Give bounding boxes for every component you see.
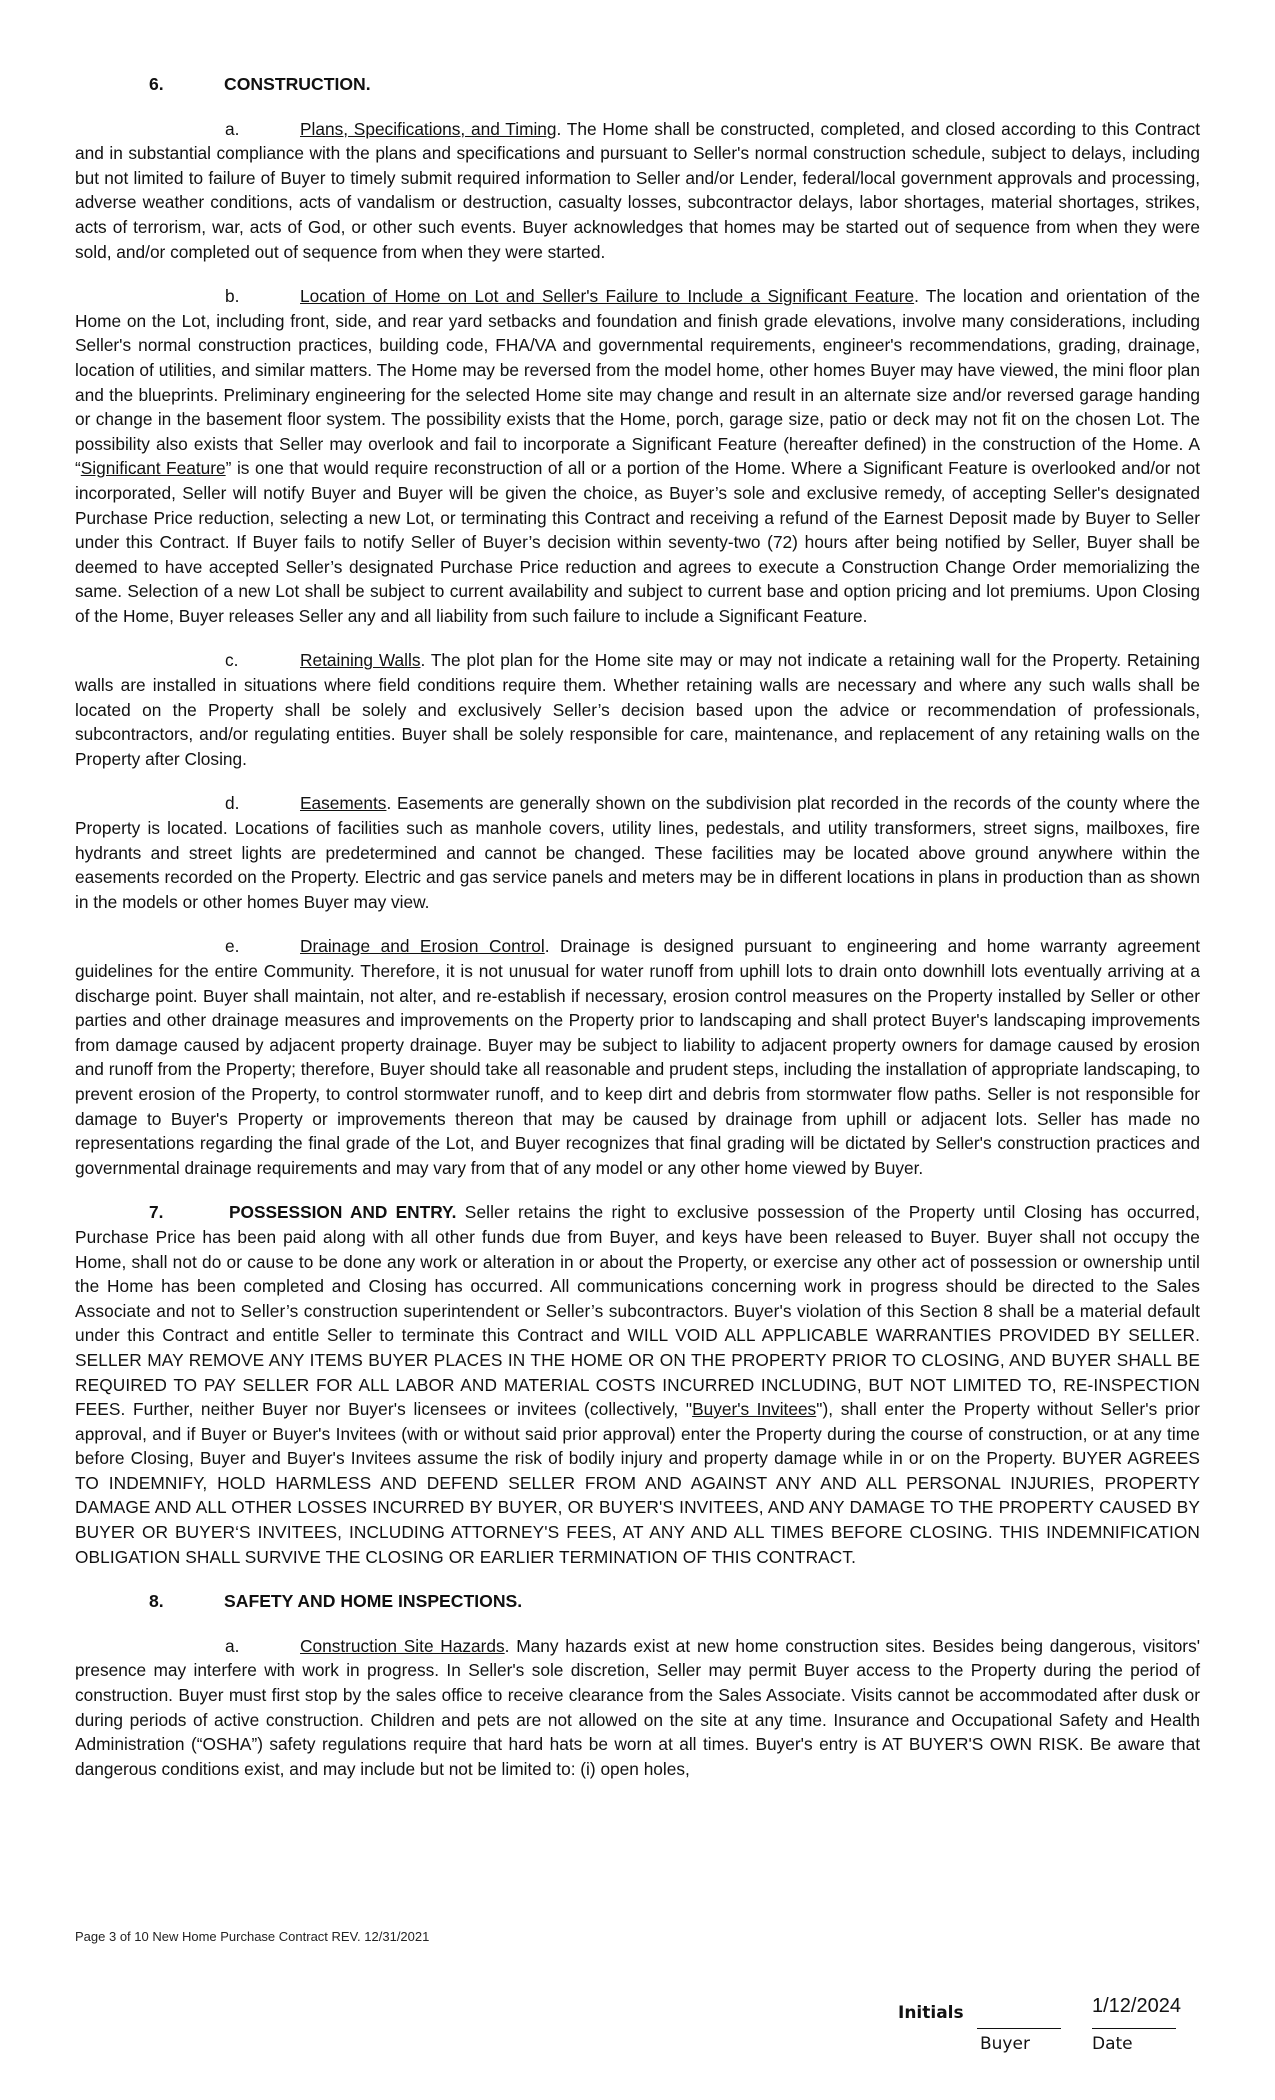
subsection-body-part-2: ” is one that would require reconstruction of all or a portion of the Home. Where a Significant Feature is overlooked and/or not incorporated, Seller will notify Buyer and Buyer will be given the choice, as Buyer’s sole and exclusive remedy, of accepting Seller's designated Purchase Price reduction, selecting a new Lot, or terminating this Contract and receiving a refund of the Earnest Deposit made by Buyer to Seller under this Contract. If Buyer fails to notify Seller of Buyer’s decision within seventy-two (72) hours after being notified by Seller, Buyer shall be deemed to have accepted Seller’s designated Purchase Price reduction and agrees to execute a Construction Change Order memorializing the same. Selection of a new Lot shall be subject to current availability and subject to current base and option pricing and lot premiums. Upon Closing of the Home, Buyer releases Seller any and all liability from such failure to include a Significant Feature.	[75, 458, 1201, 626]
section-title: POSSESSION AND ENTRY.	[229, 1202, 457, 1223]
section-6e-paragraph	[75, 934, 1200, 1180]
section-number: 6.	[149, 74, 164, 94]
subsection-body: . Many hazards exist at new home construction sites. Besides being dangerous, visitors' presence may interfere with work in progress. In Seller's sole discretion, Seller may permit Buyer access to the Property during the period of construction. Buyer must first stop by the sales office to receive clearance from the Sales Associate. Visits cannot be accommodated after dusk or during periods of active construction. Children and pets are not allowed on the site at any time. Insurance and Occupational Safety and Health Administration (“OSHA”) safety regulations require that hard hats be worn at all times. Buyer's entry is AT BUYER'S OWN RISK. Be aware that dangerous conditions exist, and may include but not be limited to: (i) open holes,	[75, 1635, 1201, 1779]
subsection-letter: c.	[225, 650, 239, 671]
section-8a-paragraph	[75, 1634, 1200, 1782]
section-number: 8.	[149, 1591, 164, 1612]
section-6b-paragraph	[75, 284, 1200, 628]
subsection-title: Easements	[300, 793, 387, 814]
subsection-title: Plans, Specifications, and Timing	[300, 118, 557, 139]
subsection-letter: a.	[225, 1635, 240, 1656]
date-underline	[1092, 2028, 1176, 2029]
section-8-heading	[75, 1589, 1200, 1614]
date-label: Date	[1092, 2034, 1133, 2054]
subsection-body: . Easements are generally shown on the subdivision plat recorded in the records of the county where the Property is located. Locations of facilities such as manhole covers, utility lines, pedestals, and utility transformers, street signs, mailboxes, fire hydrants and street lights are predetermined and cannot be changed. These facilities may be located above ground anywhere within the easements recorded on the Property. Electric and gas service panels and meters may be in different locations in plans in production than as shown in the models or other homes Buyer may view.	[75, 793, 1200, 912]
subsection-letter: a.	[225, 118, 240, 139]
defined-term: Significant Feature	[80, 458, 226, 479]
section-title: SAFETY AND HOME INSPECTIONS.	[224, 1591, 523, 1612]
contract-body	[75, 72, 1200, 1801]
initials-label: Initials	[898, 2003, 964, 2023]
subsection-title: Construction Site Hazards	[300, 1635, 505, 1656]
section-body-part-2: "), shall enter the Property without Seller's prior approval, and if Buyer or Buyer's Invitees (with or without said prior approval) enter the Property during the course of construction, or at any time before Closing, Buyer and Buyer's Invitees assume the risk of bodily injury and property damage while in or on the Property. BUYER AGREES TO INDEMNIFY, HOLD HARMLESS AND DEFEND SELLER FROM AND AGAINST ANY AND ALL PERSONAL INJURIES, PROPERTY DAMAGE AND ALL OTHER LOSSES INCURRED BY BUYER, OR BUYER'S INVITEES, AND ANY DAMAGE TO THE PROPERTY CAUSED BY BUYER OR BUYER‘S INVITEES, INCLUDING ATTORNEY'S FEES, AT ANY AND ALL TIMES BEFORE CLOSING. THIS INDEMNIFICATION OBLIGATION SHALL SURVIVE THE CLOSING OR EARLIER TERMINATION OF THIS CONTRACT.	[75, 1399, 1200, 1567]
defined-term: Buyer's Invitees	[692, 1399, 817, 1420]
subsection-body-part-1: . The location and orientation of the Home on the Lot, including front, side, and rear yard setbacks and foundation and finish grade elevations, involve many considerations, including Seller's normal construction practices, building code, FHA/VA and governmental requirements, engineer's recommendations, grading, drainage, location of utilities, and similar matters. The Home may be reversed from the model home, other homes Buyer may have viewed, the mini floor plan and the blueprints. Preliminary engineering for the selected Home site may change and result in an alternate size and/or reversed garage handing or change in the basement floor system. The possibility exists that the Home, porch, garage size, patio or deck may not fit on the chosen Lot. The possibility also exists that Seller may overlook and fail to incorporate a Significant Feature (hereafter defined) in the construction of the Home. A “	[75, 286, 1200, 479]
date-value[interactable]: 1/12/2024	[1092, 1995, 1181, 2017]
section-6-heading	[75, 72, 1200, 97]
section-7-paragraph	[75, 1200, 1200, 1569]
section-body-part-1: Seller retains the right to exclusive possession of the Property until Closing has occurred, Purchase Price has been paid along with all other funds due from Buyer, and keys have been released to Buyer. Buyer shall not occupy the Home, shall not do or cause to be done any work or alteration in or about the Property, or exercise any other act of possession or ownership until the Home has been completed and Closing has occurred. All communications concerning work in progress should be directed to the Sales Associate and not to Seller’s construction superintendent or Seller’s subcontractors. Buyer's violation of this Section 8 shall be a material default under this Contract and entitle Seller to terminate this Contract and WILL VOID ALL APPLICABLE WARRANTIES PROVIDED BY SELLER. SELLER MAY REMOVE ANY ITEMS BUYER PLACES IN THE HOME OR ON THE PROPERTY PRIOR TO CLOSING, AND BUYER SHALL BE REQUIRED TO PAY SELLER FOR ALL LABOR AND MATERIAL COSTS INCURRED INCLUDING, BUT NOT LIMITED TO, RE-INSPECTION FEES. Further, neither Buyer nor Buyer's licensees or invitees (collectively, "	[75, 1202, 1200, 1420]
section-6d-paragraph	[75, 791, 1200, 914]
section-title: CONSTRUCTION.	[224, 74, 371, 94]
buyer-label: Buyer	[980, 2034, 1030, 2054]
section-number: 7.	[149, 1202, 164, 1223]
section-6a-paragraph	[75, 117, 1200, 265]
subsection-letter: d.	[225, 793, 240, 814]
subsection-title: Location of Home on Lot and Seller's Failure to Include a Significant Feature	[300, 286, 915, 307]
page-footer-text: Page 3 of 10 New Home Purchase Contract REV. 12/31/2021	[75, 1929, 430, 1944]
subsection-letter: b.	[225, 286, 240, 307]
section-6c-paragraph	[75, 648, 1200, 771]
subsection-body: . The plot plan for the Home site may or may not indicate a retaining wall for the Property. Retaining walls are installed in situations where field conditions require them. Whether retaining walls are necessary and where any such walls shall be located on the Property shall be solely and exclusively Seller’s decision based upon the advice or recommendation of professionals, subcontractors, and/or regulating entities. Buyer shall be solely responsible for care, maintenance, and replacement of any retaining walls on the Property after Closing.	[75, 650, 1200, 769]
subsection-body: . The Home shall be constructed, completed, and closed according to this Contract and in substantial compliance with the plans and specifications and pursuant to Seller's normal construction schedule, subject to delays, including but not limited to failure of Buyer to timely submit required information to Seller and/or Lender, federal/local government approvals and processing, adverse weather conditions, acts of vandalism or destruction, casualty losses, subcontractor delays, labor shortages, material shortages, strikes, acts of terrorism, war, acts of God, or other such events. Buyer acknowledges that homes may be started out of sequence from when they were sold, and/or completed out of sequence from when they were started.	[75, 118, 1201, 262]
subsection-letter: e.	[225, 936, 240, 957]
subsection-body: . Drainage is designed pursuant to engineering and home warranty agreement guidelines for the entire Community. Therefore, it is not unusual for water runoff from uphill lots to drain onto downhill lots eventually arriving at a discharge point. Buyer shall maintain, not alter, and re-establish if necessary, erosion control measures on the Property installed by Seller or other parties and other drainage measures and improvements on the Property prior to landscaping and shall protect Buyer's landscaping improvements from damage caused by adjacent property drainage. Buyer may be subject to liability to adjacent property owners for damage caused by erosion and runoff from the Property; therefore, Buyer should take all reasonable and prudent steps, including the installation of appropriate landscaping, to prevent erosion of the Property, to control stormwater runoff, and to keep dirt and debris from stormwater flow paths. Seller is not responsible for damage to Buyer's Property or improvements thereon that may be caused by drainage from uphill or adjacent lots. Seller has made no representations regarding the final grade of the Lot, and Buyer recognizes that final grading will be dictated by Seller's construction practices and governmental drainage requirements and may vary from that of any model or any other home viewed by Buyer.	[75, 936, 1201, 1178]
subsection-title: Retaining Walls	[300, 650, 421, 671]
subsection-title: Drainage and Erosion Control	[300, 936, 545, 957]
buyer-initials-field[interactable]	[977, 2028, 1061, 2029]
